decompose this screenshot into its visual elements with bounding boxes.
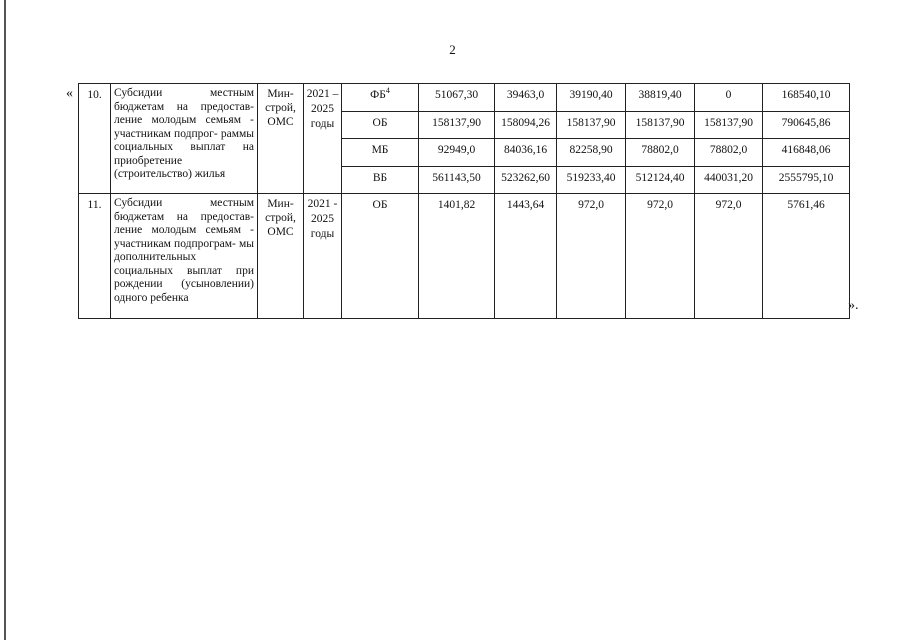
funding-source: $ФБ^4$ <box>342 84 419 112</box>
total-cell: 790645,86 <box>763 112 850 139</box>
value-cell: 82258,90 <box>557 139 626 167</box>
funding-source: ВБ <box>342 167 419 194</box>
value-cell: 92949,0 <box>419 139 495 167</box>
row-number: 10. <box>79 84 111 194</box>
total-cell: 416848,06 <box>763 139 850 167</box>
value-cell: 972,0 <box>557 194 626 319</box>
executor: Мин- строй, ОМС <box>258 84 304 194</box>
value-cell: 39463,0 <box>495 84 557 112</box>
value-cell: 158137,90 <box>626 112 695 139</box>
value-cell: 512124,40 <box>626 167 695 194</box>
funding-source: ОБ <box>342 112 419 139</box>
row-number: 11. <box>79 194 111 319</box>
value-cell: 158137,90 <box>419 112 495 139</box>
value-cell: 38819,40 <box>626 84 695 112</box>
total-cell: 5761,46 <box>763 194 850 319</box>
period: 2021 – 2025 годы <box>304 84 342 194</box>
value-cell: 39190,40 <box>557 84 626 112</box>
value-cell: 561143,50 <box>419 167 495 194</box>
value-cell: 158137,90 <box>695 112 763 139</box>
executor: Мин- строй, ОМС <box>258 194 304 319</box>
measure-name: Субсидии местным бюджетам на предостав- ление молодым семьям - участникам подпрограм- мы дополнительных социальных выплат при рождении (усыновлении) одного ребенка <box>111 194 258 319</box>
table-row <box>79 194 850 319</box>
opening-quote: « <box>66 86 73 101</box>
value-cell: 0 <box>695 84 763 112</box>
total-cell: 2555795,10 <box>763 167 850 194</box>
footnote-mark: 4 <box>385 86 390 96</box>
value-cell: 1443,64 <box>495 194 557 319</box>
closing-quote: ». <box>848 298 859 313</box>
value-cell: 78802,0 <box>695 139 763 167</box>
value-cell: 440031,20 <box>695 167 763 194</box>
value-cell: 519233,40 <box>557 167 626 194</box>
value-cell: 51067,30 <box>419 84 495 112</box>
table-row <box>79 84 850 112</box>
value-cell: 84036,16 <box>495 139 557 167</box>
period: 2021 - 2025 годы <box>304 194 342 319</box>
value-cell: 972,0 <box>626 194 695 319</box>
measure-name: Субсидии местным бюджетам на предостав- ление молодым семьям - участникам подпрог- раммы социальных выплат на приобретение (строительство) жилья <box>111 84 258 194</box>
funding-source: МБ <box>342 139 419 167</box>
page-number: 2 <box>449 42 456 57</box>
funding-source: ОБ <box>342 194 419 319</box>
value-cell: 972,0 <box>695 194 763 319</box>
value-cell: 158137,90 <box>557 112 626 139</box>
total-cell: 168540,10 <box>763 84 850 112</box>
page-left-edge <box>4 0 6 640</box>
budget-table <box>78 83 850 319</box>
value-cell: 523262,60 <box>495 167 557 194</box>
value-cell: 158094,26 <box>495 112 557 139</box>
value-cell: 1401,82 <box>419 194 495 319</box>
value-cell: 78802,0 <box>626 139 695 167</box>
